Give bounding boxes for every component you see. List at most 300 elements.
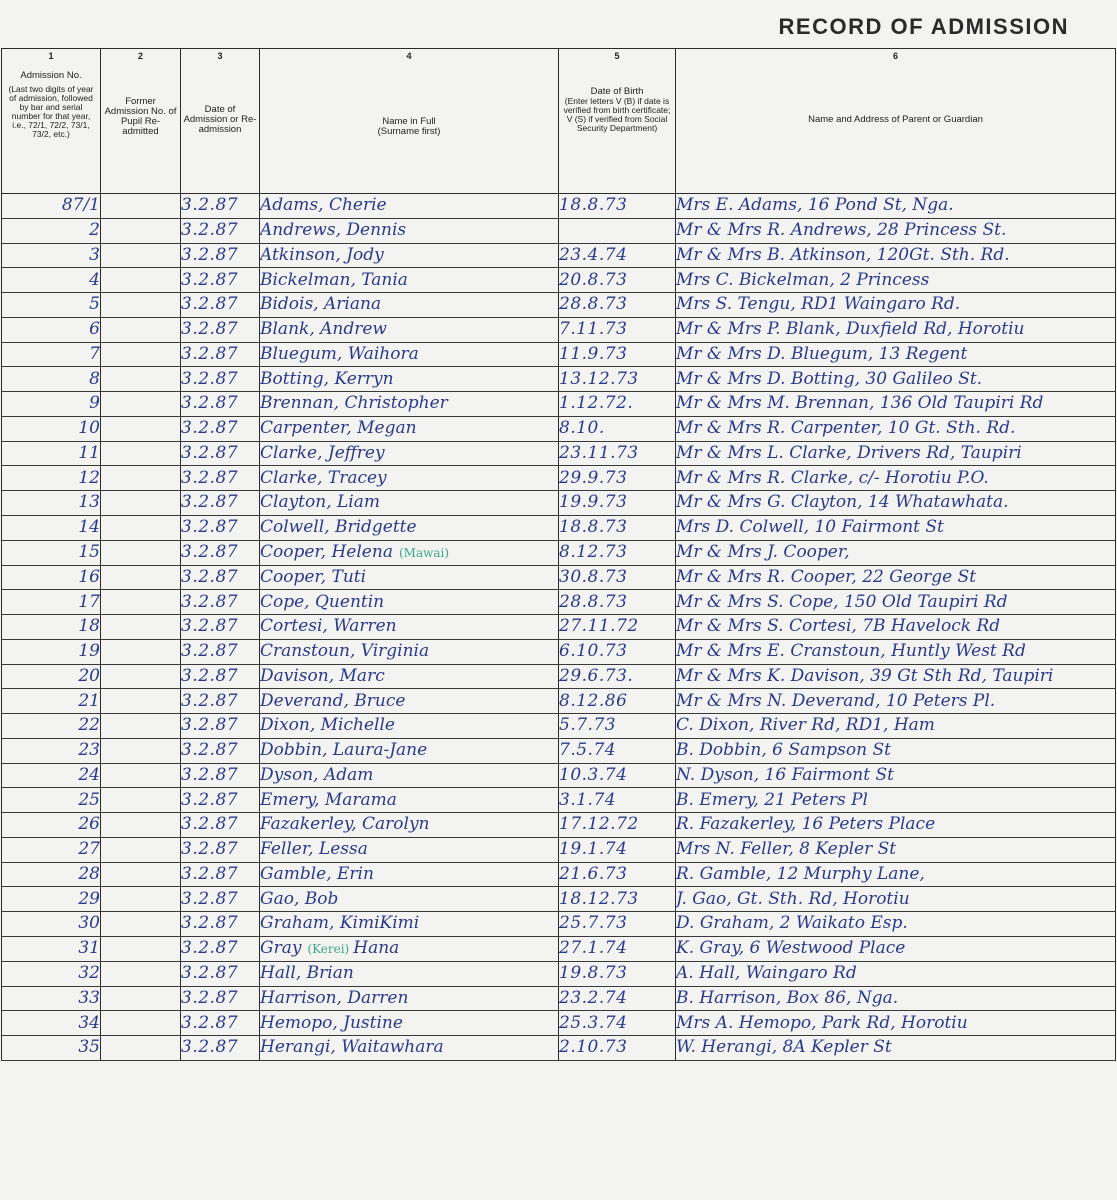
date-of-birth-cell [559,1036,676,1061]
parent-guardian-text: Mr & Mrs N. Deverand, 10 Peters Pl. [676,690,996,711]
former-admission-no-cell [101,194,181,219]
name-annotation: (Mawai) [398,545,450,560]
parent-guardian-cell [676,491,1116,516]
pupil-name-cell [260,243,559,268]
admission-date-text: 3.2.87 [181,591,239,612]
admission-no-cell [2,912,101,937]
date-of-birth-text: 23.2.74 [559,987,628,1008]
date-of-birth-cell [559,540,676,565]
admission-no-cell [2,416,101,441]
parent-guardian-text: Mrs D. Colwell, 10 Fairmont St [676,517,944,538]
admission-date-cell [181,466,260,491]
pupil-name-text: Cortesi, Warren [260,616,397,637]
parent-guardian-cell [676,540,1116,565]
former-admission-no-cell [101,218,181,243]
admission-date-text: 3.2.87 [181,393,239,414]
parent-guardian-cell [676,565,1116,590]
former-admission-no-cell [101,491,181,516]
column-header-admission-no: 1 Admission No. (Last two digits of year of admission, followed by bar and serial number for that year, i.e., 72/1, 72/2, 73/1, 73/2, etc.) [2,49,101,194]
admission-no-cell [2,367,101,392]
date-of-birth-text: 17.12.72 [559,814,639,835]
date-of-birth-text: 13.12.73 [559,368,639,389]
admission-no-cell [2,738,101,763]
admission-date-cell [181,813,260,838]
pupil-name-text: Clarke, Tracey [260,467,387,488]
parent-guardian-text: R. Gamble, 12 Murphy Lane, [676,863,925,884]
pupil-name-text: Dyson, Adam [260,764,374,785]
date-of-birth-cell [559,1011,676,1036]
date-of-birth-cell [559,317,676,342]
date-of-birth-text: 30.8.73 [559,566,628,587]
admission-date-text: 3.2.87 [181,368,239,389]
column-header-date-of-admission: 3 Date of Admission or Re-admission [181,49,260,194]
admission-date-text: 3.2.87 [181,517,239,538]
table-row [2,714,1116,739]
admission-date-text: 3.2.87 [181,294,239,315]
admission-date-text: 3.2.87 [181,814,239,835]
former-admission-no-cell [101,837,181,862]
table-row [2,441,1116,466]
parent-guardian-cell [676,615,1116,640]
table-row [2,738,1116,763]
table-row [2,912,1116,937]
admission-no-cell [2,268,101,293]
table-row [2,837,1116,862]
admission-no-cell [2,317,101,342]
admission-no-cell [2,1036,101,1061]
table-row [2,590,1116,615]
parent-guardian-text: N. Dyson, 16 Fairmont St [676,764,894,785]
date-of-birth-text: 25.3.74 [559,1012,628,1033]
admission-date-cell [181,689,260,714]
date-of-birth-cell [559,441,676,466]
table-row [2,639,1116,664]
date-of-birth-text: 21.6.73 [559,863,628,884]
admission-no-text: 29 [78,888,100,909]
admission-no-cell [2,837,101,862]
admission-no-text: 19 [78,641,100,662]
pupil-name-text: Gao, Bob [260,888,339,909]
admission-date-text: 3.2.87 [181,690,239,711]
date-of-birth-cell [559,293,676,318]
pupil-name-text: Graham, KimiKimi [260,913,420,934]
date-of-birth-cell [559,342,676,367]
date-of-birth-text: 27.1.74 [559,938,628,959]
admission-no-text: 32 [78,963,100,984]
admission-date-cell [181,936,260,961]
parent-guardian-cell [676,1036,1116,1061]
parent-guardian-cell [676,243,1116,268]
admission-date-text: 3.2.87 [181,467,239,488]
admission-date-cell [181,788,260,813]
table-row [2,887,1116,912]
page-title: RECORD OF ADMISSION [778,14,1069,39]
admission-date-cell [181,664,260,689]
admission-no-text: 15 [78,542,100,562]
parent-guardian-cell [676,763,1116,788]
pupil-name-text: Atkinson, Jody [260,244,384,265]
admission-date-text: 3.2.87 [181,863,239,884]
pupil-name-cell [260,714,559,739]
date-of-birth-text: 19.9.73 [559,492,628,513]
pupil-name-text: Emery, Marama [260,789,397,810]
parent-guardian-cell [676,788,1116,813]
admission-date-cell [181,590,260,615]
admission-date-text: 3.2.87 [181,740,239,761]
admission-no-cell [2,342,101,367]
date-of-birth-text: 23.11.73 [559,442,639,463]
admission-no-text: 5 [89,294,100,315]
pupil-name-text: Harrison, Darren [260,987,409,1008]
table-row [2,1011,1116,1036]
date-of-birth-cell [559,664,676,689]
admission-date-text: 3.2.87 [181,269,239,290]
pupil-name-text: Cooper, Tuti [260,566,367,587]
admission-date-cell [181,912,260,937]
date-of-birth-cell [559,763,676,788]
date-of-birth-text: 8.12.86 [559,690,628,711]
admission-no-text: 12 [78,467,100,488]
pupil-name-cell [260,218,559,243]
pupil-name-text: Gamble, Erin [260,863,374,884]
parent-guardian-cell [676,689,1116,714]
parent-guardian-text: Mr & Mrs L. Clarke, Drivers Rd, Taupiri [676,442,1022,463]
date-of-birth-text: 2.10.73 [559,1037,628,1058]
admission-no-text: 13 [78,492,100,513]
pupil-name-cell [260,540,559,565]
date-of-birth-cell [559,194,676,219]
date-of-birth-text: 6.10.73 [559,641,628,662]
admission-no-text: 8 [89,368,100,389]
admission-date-cell [181,961,260,986]
table-row [2,515,1116,540]
admission-date-cell [181,837,260,862]
admission-no-text: 6 [89,319,100,340]
admission-register-table [1,48,1116,1061]
parent-guardian-cell [676,639,1116,664]
former-admission-no-cell [101,565,181,590]
date-of-birth-text: 7.5.74 [559,740,617,761]
column-header-name-in-full: 4 Name in Full (Surname first) [260,49,559,194]
admission-date-cell [181,1011,260,1036]
parent-guardian-text: C. Dixon, River Rd, RD1, Ham [676,715,935,736]
former-admission-no-cell [101,986,181,1011]
pupil-name-cell [260,565,559,590]
parent-guardian-cell [676,367,1116,392]
admission-no-cell [2,441,101,466]
admission-date-cell [181,491,260,516]
admission-date-cell [181,862,260,887]
admission-date-cell [181,392,260,417]
admission-no-text: 7 [89,343,100,364]
date-of-birth-text: 18.8.73 [559,517,628,538]
admission-no-text: 11 [78,442,100,463]
parent-guardian-text: Mr & Mrs J. Cooper, [676,542,850,562]
admission-no-cell [2,243,101,268]
former-admission-no-cell [101,862,181,887]
parent-guardian-cell [676,342,1116,367]
admission-no-text: 34 [78,1012,100,1033]
parent-guardian-text: Mr & Mrs S. Cope, 150 Old Taupiri Rd [676,591,1008,612]
admission-no-cell [2,639,101,664]
pupil-name-text: Blank, Andrew [260,319,387,340]
admission-no-text: 30 [78,913,100,934]
parent-guardian-text: B. Emery, 21 Peters Pl [676,789,868,810]
pupil-name-text: Cranstoun, Virginia [260,641,430,662]
admission-no-cell [2,392,101,417]
admission-date-cell [181,540,260,565]
pupil-name-cell [260,1036,559,1061]
table-row [2,763,1116,788]
date-of-birth-text: 8.12.73 [559,542,628,562]
admission-no-cell [2,491,101,516]
pupil-name-text: Dixon, Michelle [260,715,395,736]
parent-guardian-cell [676,664,1116,689]
admission-date-text: 3.2.87 [181,566,239,587]
date-of-birth-text: 20.8.73 [559,269,628,290]
table-row [2,317,1116,342]
date-of-birth-text: 25.7.73 [559,913,628,934]
parent-guardian-cell [676,466,1116,491]
pupil-name-text: Davison, Marc [260,665,385,686]
admission-no-text: 14 [78,517,100,538]
admission-date-cell [181,441,260,466]
former-admission-no-cell [101,317,181,342]
parent-guardian-cell [676,268,1116,293]
pupil-name-text: Brennan, Christopher [260,393,448,414]
table-row [2,218,1116,243]
admission-no-text: 33 [78,987,100,1008]
date-of-birth-text: 19.1.74 [559,839,628,860]
admission-date-cell [181,763,260,788]
admission-date-text: 3.2.87 [181,492,239,513]
table-row [2,936,1116,961]
admission-date-text: 3.2.87 [181,244,239,265]
table-row [2,491,1116,516]
table-row [2,565,1116,590]
table-row [2,293,1116,318]
former-admission-no-cell [101,466,181,491]
date-of-birth-cell [559,862,676,887]
parent-guardian-text: Mr & Mrs P. Blank, Duxfield Rd, Horotiu [676,319,1025,340]
parent-guardian-text: Mr & Mrs K. Davison, 39 Gt Sth Rd, Taupiri [676,665,1054,686]
date-of-birth-cell [559,515,676,540]
date-of-birth-text: 8.10. [559,418,605,439]
parent-guardian-text: K. Gray, 6 Westwood Place [676,938,906,959]
former-admission-no-cell [101,936,181,961]
admission-date-text: 3.2.87 [181,319,239,340]
pupil-name-cell [260,392,559,417]
admission-no-text: 26 [78,814,100,835]
date-of-birth-cell [559,466,676,491]
column-header-date-of-birth: 5 Date of Birth (Enter letters V (B) if date is verified from birth certificate; V (S) if verified from Social Security Department) [559,49,676,194]
pupil-name-cell [260,689,559,714]
date-of-birth-text: 5.7.73 [559,715,617,736]
admission-no-cell [2,714,101,739]
admission-no-cell [2,986,101,1011]
parent-guardian-cell [676,317,1116,342]
parent-guardian-text: D. Graham, 2 Waikato Esp. [676,913,908,934]
parent-guardian-text: Mrs A. Hemopo, Park Rd, Horotiu [676,1012,968,1033]
column-header-former-admission-no: 2 Former Admission No. of Pupil Re-admitted [101,49,181,194]
admission-no-cell [2,961,101,986]
date-of-birth-text: 18.8.73 [559,195,628,216]
date-of-birth-text: 28.8.73 [559,294,628,315]
date-of-birth-cell [559,367,676,392]
admission-no-text: 16 [78,566,100,587]
pupil-name-text: Clarke, Jeffrey [260,442,385,463]
parent-guardian-text: J. Gao, Gt. Sth. Rd, Horotiu [676,888,910,909]
pupil-name-cell [260,466,559,491]
pupil-name-cell [260,491,559,516]
admission-date-text: 3.2.87 [181,220,239,241]
parent-guardian-text: Mr & Mrs R. Cooper, 22 George St [676,566,977,587]
pupil-name-text: Deverand, Bruce [260,690,406,711]
former-admission-no-cell [101,342,181,367]
admission-date-cell [181,342,260,367]
name-annotation: (Kerei) [307,941,350,956]
admission-date-cell [181,738,260,763]
date-of-birth-cell [559,416,676,441]
former-admission-no-cell [101,813,181,838]
parent-guardian-text: Mr & Mrs R. Clarke, c/- Horotiu P.O. [676,467,989,488]
former-admission-no-cell [101,367,181,392]
date-of-birth-cell [559,392,676,417]
pupil-name-cell [260,788,559,813]
admission-date-cell [181,515,260,540]
admission-no-cell [2,218,101,243]
admission-date-text: 3.2.87 [181,789,239,810]
pupil-name-cell [260,936,559,961]
parent-guardian-text: A. Hall, Waingaro Rd [676,963,857,984]
pupil-name-cell [260,317,559,342]
pupil-name-text: Hemopo, Justine [260,1012,403,1033]
former-admission-no-cell [101,268,181,293]
parent-guardian-cell [676,961,1116,986]
admission-date-cell [181,986,260,1011]
date-of-birth-cell [559,565,676,590]
pupil-name-text: Clayton, Liam [260,492,380,513]
pupil-name-text: Herangi, Waitawhara [260,1037,444,1058]
admission-date-text: 3.2.87 [181,442,239,463]
parent-guardian-text: Mr & Mrs E. Cranstoun, Huntly West Rd [676,641,1026,662]
admission-no-cell [2,540,101,565]
parent-guardian-cell [676,218,1116,243]
admission-date-text: 3.2.87 [181,764,239,785]
pupil-name-cell [260,912,559,937]
parent-guardian-cell [676,936,1116,961]
pupil-name-cell [260,664,559,689]
admission-date-text: 3.2.87 [181,913,239,934]
parent-guardian-text: Mr & Mrs S. Cortesi, 7B Havelock Rd [676,616,1001,637]
parent-guardian-text: Mr & Mrs R. Carpenter, 10 Gt. Sth. Rd. [676,418,1016,439]
former-admission-no-cell [101,714,181,739]
pupil-name-cell [260,194,559,219]
parent-guardian-cell [676,293,1116,318]
table-row [2,342,1116,367]
admission-no-text: 22 [78,715,100,736]
table-row [2,367,1116,392]
date-of-birth-cell [559,639,676,664]
register-rows [2,194,1116,1061]
date-of-birth-cell [559,590,676,615]
admission-date-text: 3.2.87 [181,715,239,736]
date-of-birth-text: 1.12.72. [559,393,634,414]
pupil-name-cell [260,590,559,615]
date-of-birth-cell [559,738,676,763]
pupil-name-cell [260,639,559,664]
table-row [2,540,1116,565]
admission-date-text: 3.2.87 [181,542,239,562]
admission-no-text: 18 [78,616,100,637]
admission-no-text: 3 [89,244,100,265]
parent-guardian-cell [676,441,1116,466]
column-header-parent-guardian: 6 Name and Address of Parent or Guardian [676,49,1116,194]
pupil-name-cell [260,342,559,367]
admission-date-text: 3.2.87 [181,938,239,959]
table-row [2,615,1116,640]
date-of-birth-cell [559,615,676,640]
date-of-birth-text: 7.11.73 [559,319,628,340]
pupil-name-text: Cooper, Helena [260,541,393,562]
admission-no-cell [2,689,101,714]
former-admission-no-cell [101,912,181,937]
admission-date-text: 3.2.87 [181,839,239,860]
admission-date-text: 3.2.87 [181,1012,239,1033]
admission-date-text: 3.2.87 [181,195,239,216]
admission-date-cell [181,639,260,664]
admission-no-cell [2,763,101,788]
parent-guardian-text: Mrs E. Adams, 16 Pond St, Nga. [676,195,954,216]
parent-guardian-cell [676,590,1116,615]
parent-guardian-text: Mr & Mrs D. Bluegum, 13 Regent [676,343,968,364]
pupil-name-cell [260,837,559,862]
date-of-birth-text: 29.9.73 [559,467,628,488]
table-row [2,194,1116,219]
date-of-birth-text: 23.4.74 [559,244,628,265]
former-admission-no-cell [101,788,181,813]
former-admission-no-cell [101,243,181,268]
date-of-birth-cell [559,218,676,243]
admission-no-text: 4 [89,269,100,290]
admission-date-text: 3.2.87 [181,987,239,1008]
date-of-birth-cell [559,813,676,838]
admission-no-cell [2,664,101,689]
date-of-birth-cell [559,788,676,813]
admission-no-text: 20 [78,665,100,686]
parent-guardian-text: Mr & Mrs M. Brennan, 136 Old Taupiri Rd [676,393,1044,414]
former-admission-no-cell [101,639,181,664]
parent-guardian-cell [676,392,1116,417]
admission-no-text: 21 [78,690,100,711]
table-row [2,813,1116,838]
admission-date-cell [181,615,260,640]
former-admission-no-cell [101,738,181,763]
date-of-birth-cell [559,268,676,293]
admission-no-cell [2,887,101,912]
parent-guardian-cell [676,862,1116,887]
pupil-name-cell [260,813,559,838]
date-of-birth-text: 11.9.73 [559,343,628,364]
former-admission-no-cell [101,590,181,615]
pupil-given-name-text: Hana [353,937,400,958]
pupil-name-text: Carpenter, Megan [260,418,417,439]
parent-guardian-cell [676,912,1116,937]
admission-date-cell [181,317,260,342]
pupil-name-text: Adams, Cherie [260,195,387,216]
pupil-name-text: Fazakerley, Carolyn [260,814,430,835]
former-admission-no-cell [101,664,181,689]
